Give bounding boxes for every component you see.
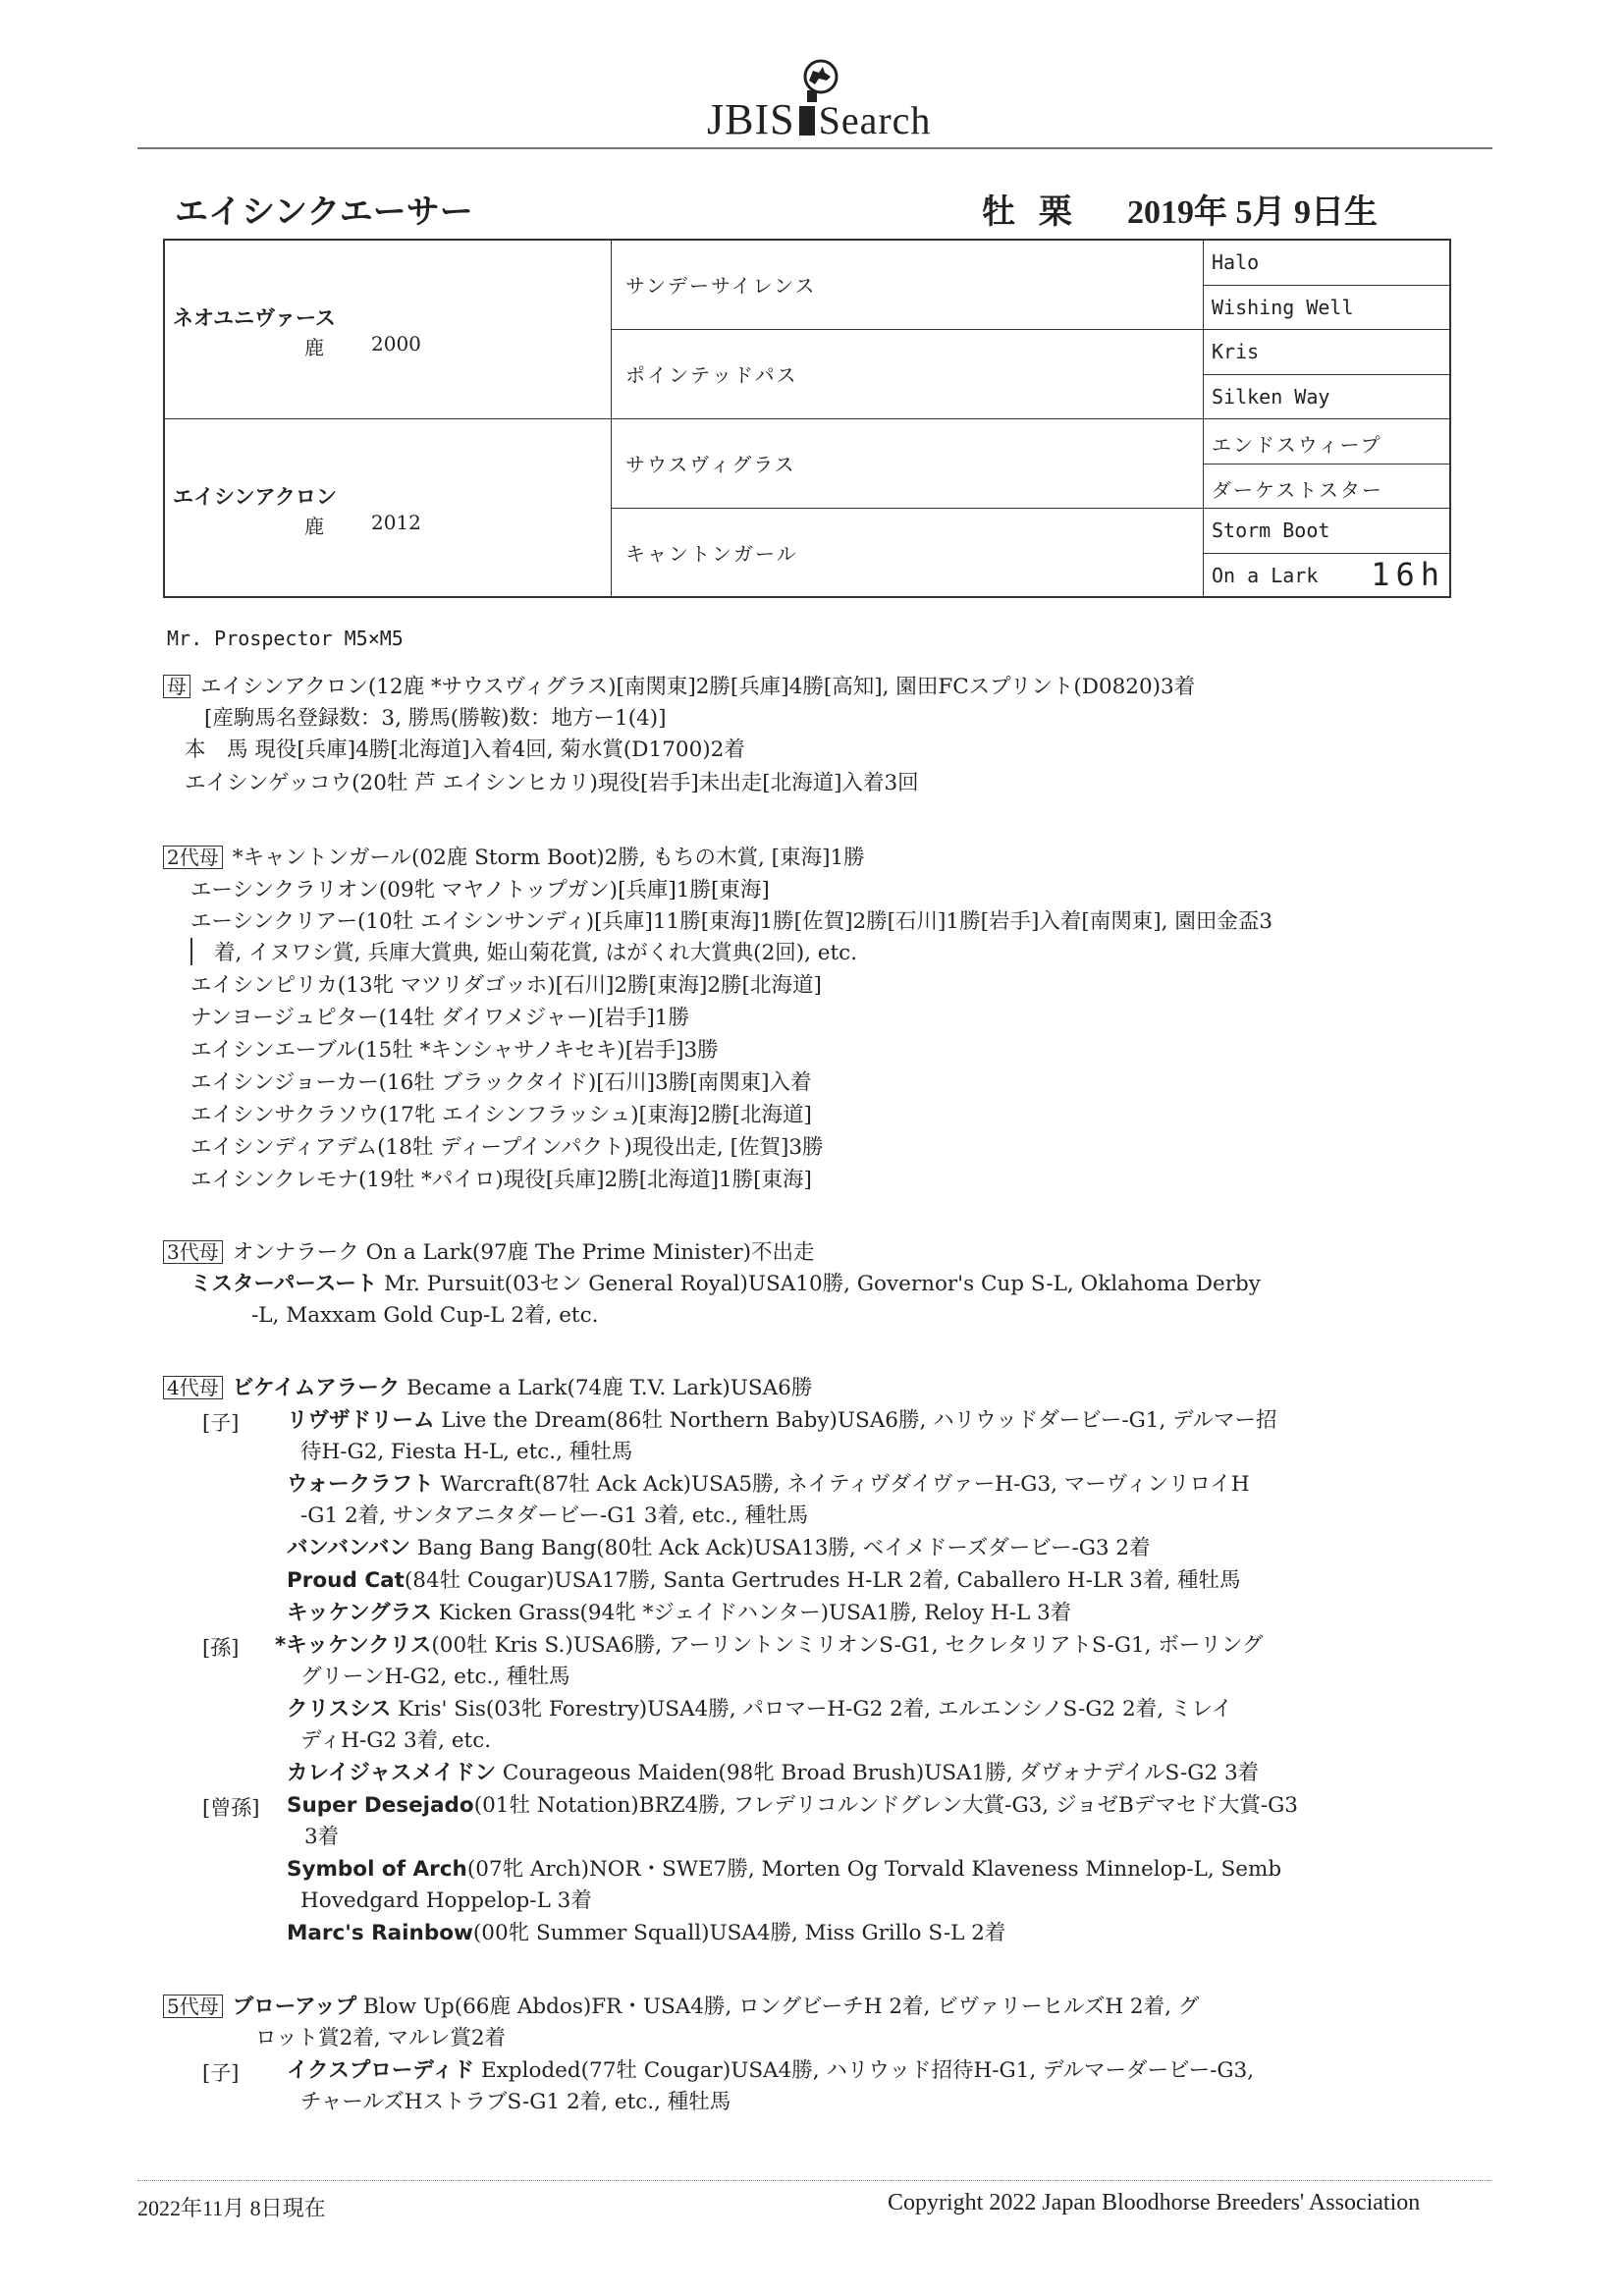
header-divider	[137, 147, 1492, 149]
dam-cell	[165, 419, 612, 598]
gen4-line-5: -G1 2着, サンタアニタダービー-G1 3着, etc., 種牡馬	[300, 1503, 809, 1528]
gen4-line-16: Symbol of Arch(07牝 Arch)NOR・SWE7勝, Morten Og Torvald Klaveness Minnelop-L, Semb	[287, 1857, 1282, 1882]
logo-text: JBIS	[707, 95, 795, 143]
ped-gen3-name: Storm Boot	[1212, 519, 1330, 542]
logo-text-search: Search	[818, 98, 932, 142]
ped-gen3-cell	[1204, 554, 1451, 599]
gen4-line-10: グリーンH-G2, etc., 種牡馬	[300, 1665, 570, 1689]
gen5-line-3: イクスプローディド Exploded(77牡 Cougar)USA4勝, ハリウッド招待H-G1, デルマーダービー-G3,	[287, 2058, 1255, 2083]
gen4-line-8: キッケングラス Kicken Grass(94牝 *ジェイドハンター)USA1勝, Reloy H-L 3着	[287, 1601, 1072, 1625]
footer-date: 2022年11月 8日現在	[137, 2196, 326, 2220]
tag-great-grandchild: [曾孫]	[202, 1796, 260, 1820]
ped-gen2-name: サンデーサイレンス	[625, 274, 817, 298]
gen2-line-2: エーシンクラリオン(09牝 マヤノトップガン)[兵庫]1勝[東海]	[190, 878, 770, 902]
gen4-line-3: 待H-G2, Fiesta H-L, etc., 種牡馬	[300, 1440, 633, 1464]
gen2-line-7: エイシンエーブル(15牡 *キンシャサノキセキ)[岩手]3勝	[190, 1038, 719, 1063]
gen3-bold-name: ミスターパースート	[190, 1272, 378, 1296]
gen5-line-4: チャールズHストラブS-G1 2着, etc., 種牡馬	[300, 2090, 731, 2114]
gen4-line-11: クリスシス Kris' Sis(03牝 Forestry)USA4勝, パロマーH-G2 2着, エルエンシノS-G2 2着, ミレイ	[287, 1697, 1233, 1722]
dam-name: エイシンアクロン	[173, 485, 337, 509]
ped-gen2-name: サウスヴィグラス	[625, 453, 796, 476]
dam-line-3: 本 馬 現役[兵庫]4勝[北海道]入着4回, 菊水賞(D1700)2着	[185, 738, 745, 762]
ped-gen3-name: Kris	[1212, 340, 1260, 363]
gen3-line-1: 3代母 オンナラーク On a Lark(97鹿 The Prime Minister)不出走	[163, 1239, 815, 1267]
ped-gen3-cell	[1204, 241, 1451, 286]
gen2-line-5: エイシンピリカ(13牝 マツリダゴッホ)[石川]2勝[東海]2勝[北海道]	[190, 973, 822, 998]
section-label-gen4: 4代母	[163, 1376, 223, 1399]
section-label-dam: 母	[163, 675, 190, 698]
sire-cell	[165, 241, 612, 419]
dam-color: 鹿	[304, 515, 324, 538]
gen4-line-12: ディH-G2 3着, etc.	[300, 1728, 492, 1753]
footer-divider	[137, 2180, 1492, 2181]
section-label-gen2: 2代母	[163, 846, 223, 869]
gen2-line-6: ナンヨージュピター(14牡 ダイワメジャー)[岩手]1勝	[190, 1006, 689, 1030]
gen4-line-2: リヴザドリーム Live the Dream(86牡 Northern Baby)USA6勝, ハリウッドダービー-G1, デルマー招	[287, 1408, 1277, 1433]
gen2-line-8: エイシンジョーカー(16牡 ブラックタイド)[石川]3勝[南関東]入着	[190, 1070, 812, 1095]
inbreeding-note: Mr. Prospector M5×M5	[167, 627, 404, 650]
gen4-line-1: 4代母 ビケイムアラーク Became a Lark(74鹿 T.V. Lark)USA6勝	[163, 1375, 812, 1402]
ped-gen3-name: On a Lark	[1212, 563, 1319, 587]
sire-name: ネオユニヴァース	[173, 306, 336, 330]
ped-gen3-cell	[1204, 509, 1451, 554]
section-label-gen3: 3代母	[163, 1240, 223, 1264]
gen4-line-14: Super Desejado(01牡 Notation)BRZ4勝, フレデリコルンドグレン大賞-G3, ジョゼBデマセド大賞-G3	[287, 1793, 1298, 1818]
pedigree-code: 16h	[1371, 555, 1445, 593]
gen2-line-9: エイシンサクラソウ(17牝 エイシンフラッシュ)[東海]2勝[北海道]	[190, 1103, 812, 1127]
ped-gen3-cell	[1204, 419, 1451, 465]
gen2-line-1: 2代母 *キャントンガール(02鹿 Storm Boot)2勝, もちの木賞, [東海]1勝	[163, 845, 865, 872]
gen4-line-7: Proud Cat(84牡 Cougar)USA17勝, Santa Gertrudes H-LR 2着, Caballero H-LR 3着, 種牡馬	[287, 1568, 1241, 1593]
ped-gen2-name: キャントンガール	[625, 542, 798, 566]
gen4-line-9: *キッケンクリス(00牡 Kris S.)USA6勝, アーリントンミリオンS-G1, セクレタリアトS-G1, ボーリング	[275, 1633, 1264, 1658]
gen2-line-11: エイシンクレモナ(19牡 *パイロ)現役[兵庫]2勝[北海道]1勝[東海]	[190, 1168, 812, 1192]
ped-gen3-cell	[1204, 286, 1451, 331]
gen4-line-18: Marc's Rainbow(00牝 Summer Squall)USA4勝, Miss Grillo S-L 2着	[287, 1921, 1006, 1945]
gen3-line-3: -L, Maxxam Gold Cup-L 2着, etc.	[251, 1303, 599, 1328]
dam-line-1: 母 エイシンアクロン(12鹿 *サウスヴィグラス)[南関東]2勝[兵庫]4勝[高知], 園田FCスプリント(D0820)3着	[163, 674, 1195, 701]
dam-line-2: [産駒馬名登録数：3, 勝馬(勝鞍)数：地方ー1(4)]	[204, 706, 667, 731]
gen2-line-3: エーシンクリアー(10牡 エイシンサンディ)[兵庫]11勝[東海]1勝[佐賀]2勝[石川]1勝[岩手]入着[南関東], 園田金盃3	[190, 909, 1272, 934]
horse-name: エイシンクエーサー	[175, 192, 473, 232]
gen5-line-1: 5代母 ブローアップ Blow Up(66鹿 Abdos)FR・USA4勝, ロングビーチH 2着, ビヴァリーヒルズH 2着, グ	[163, 1994, 1199, 2021]
gen4-line-17: Hovedgard Hoppelop-L 3着	[300, 1888, 592, 1913]
ped-gen3-cell	[1204, 375, 1451, 420]
ped-gen3-name: Silken Way	[1212, 384, 1330, 409]
site-logo	[707, 94, 931, 144]
gen3-line-2: ミスターパースート Mr. Pursuit(03セン General Royal)USA10勝, Governor's Cup S-L, Oklahoma Derby	[190, 1272, 1261, 1296]
gen4-line-6: バンバンバン Bang Bang Bang(80牡 Ack Ack)USA13勝, ベイメドーズダービー-G3 2着	[287, 1536, 1151, 1560]
sire-color: 鹿	[304, 336, 324, 359]
ped-gen2-cell	[612, 419, 1204, 509]
ped-gen2-name: ポインテッドパス	[625, 363, 798, 387]
ped-gen2-cell	[612, 509, 1204, 598]
sire-year: 2000	[371, 332, 421, 355]
ped-gen3-cell	[1204, 330, 1451, 375]
ped-gen3-name: エンドスウィープ	[1212, 433, 1382, 457]
pedigree-table	[163, 239, 1451, 598]
dam-line-4: エイシンゲッコウ(20牡 芦 エイシンヒカリ)現役[岩手]未出走[北海道]入着3回	[185, 771, 919, 795]
gen5-line-2: ロット賞2着, マルレ賞2着	[255, 2026, 507, 2050]
tag-child: [子]	[202, 1411, 240, 1435]
tag-grandchild: [孫]	[202, 1636, 240, 1660]
dam-year: 2012	[371, 511, 421, 534]
gen2-line-4: 着, イヌワシ賞, 兵庫大賞典, 姫山菊花賞, はがくれ大賞典(2回), etc.	[214, 941, 858, 965]
horse-sex-color: 牡 栗	[982, 192, 1078, 232]
ped-gen3-name: ダーケストスター	[1212, 477, 1383, 502]
ped-gen3-cell	[1204, 465, 1451, 510]
horse-birth-date: 2019年 5月 9日生	[1127, 194, 1378, 231]
gen4-line-15: 3着	[304, 1825, 340, 1849]
section-label-gen5: 5代母	[163, 1995, 223, 2018]
ped-gen2-cell	[612, 241, 1204, 330]
ped-gen3-name: Wishing Well	[1212, 295, 1354, 319]
gen2-line-10: エイシンディアデム(18牡 ディープインパクト)現役出走, [佐賀]3勝	[190, 1135, 824, 1160]
tag-child: [子]	[202, 2061, 240, 2085]
gen4-line-4: ウォークラフト Warcraft(87牡 Ack Ack)USA5勝, ネイティヴダイヴァーH-G3, マーヴィンリロイH	[287, 1472, 1250, 1497]
gen4-line-13: カレイジャスメイドン Courageous Maiden(98牝 Broad Brush)USA1勝, ダヴォナデイルS-G2 3着	[287, 1761, 1260, 1785]
continuation-bar	[190, 938, 192, 965]
ped-gen3-name: Halo	[1212, 250, 1260, 274]
footer-copyright: Copyright 2022 Japan Bloodhorse Breeders' Association	[888, 2190, 1421, 2215]
ped-gen2-cell	[612, 330, 1204, 419]
